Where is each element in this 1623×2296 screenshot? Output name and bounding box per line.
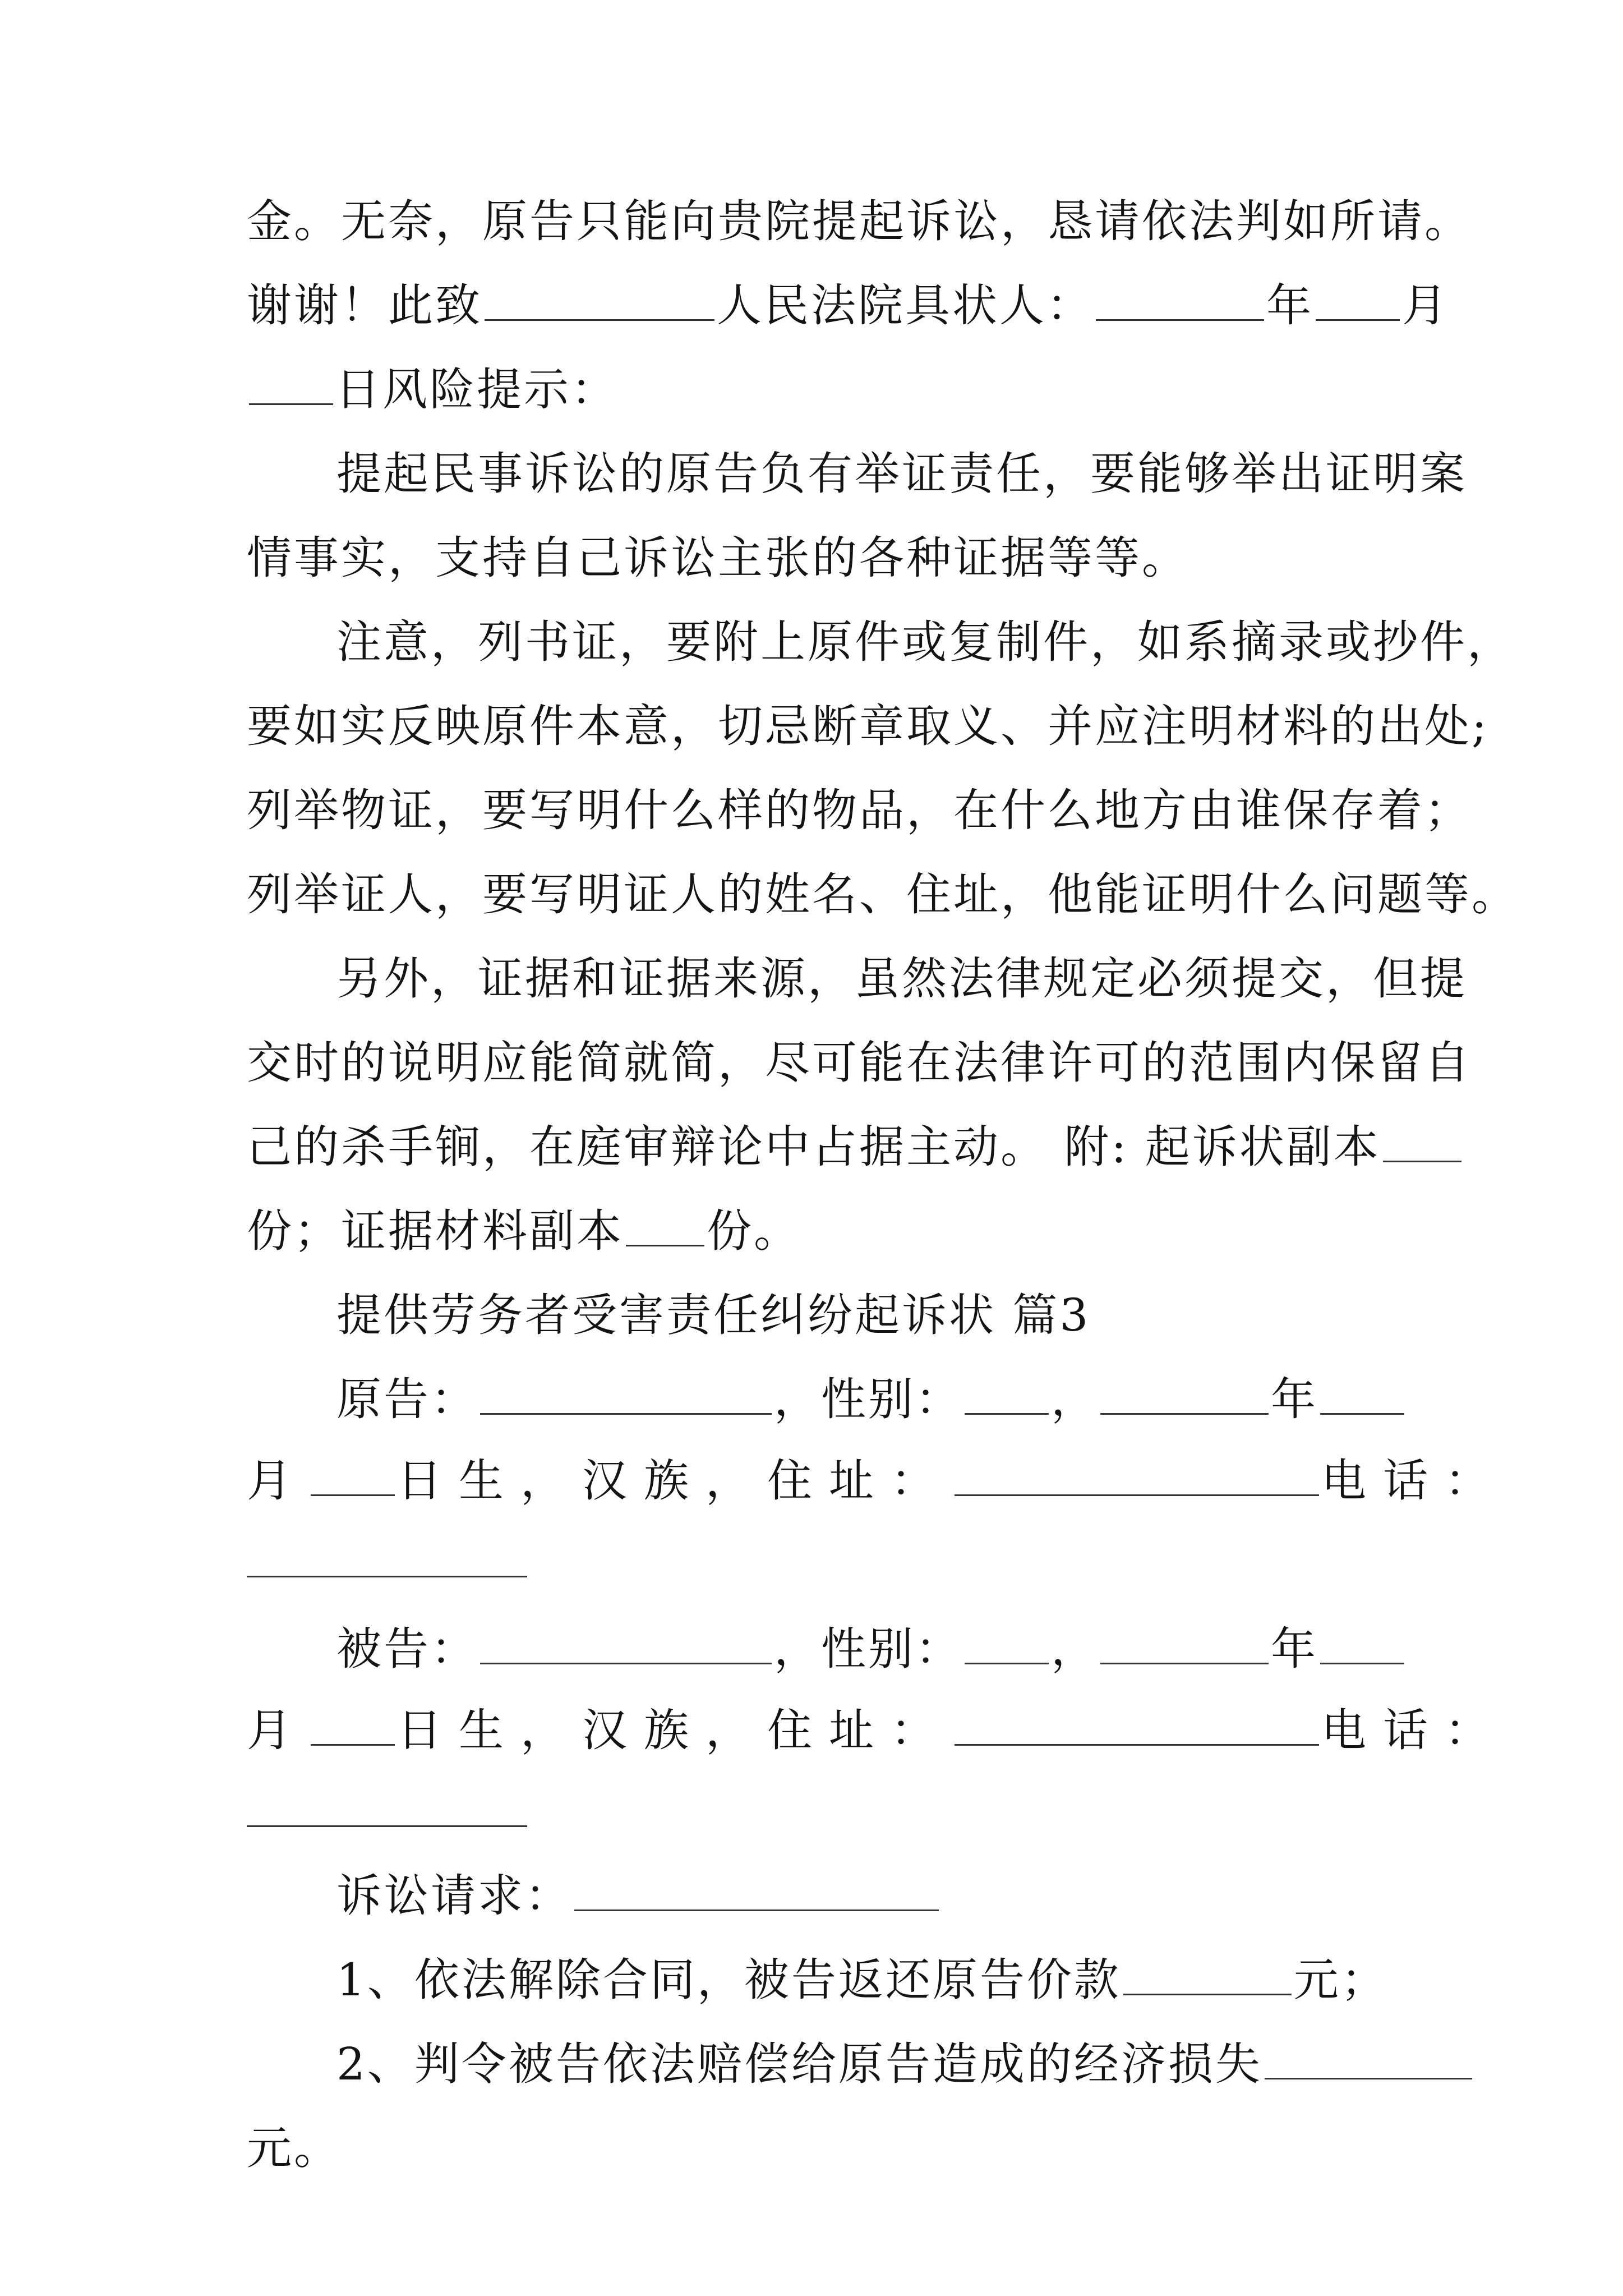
text: 日生，汉族，住址： bbox=[397, 1704, 952, 1756]
blank-plaintiff-month bbox=[1320, 1373, 1404, 1415]
text: 要如实反映原件本意，切忌断章取义、并应注明材料的出处; bbox=[247, 700, 1489, 752]
text-line bbox=[336, 446, 1467, 502]
blank-court bbox=[485, 279, 714, 321]
text-line bbox=[247, 278, 1449, 334]
blank-plaintiff-year bbox=[1100, 1373, 1269, 1415]
blank-year bbox=[1096, 279, 1264, 321]
text-line bbox=[336, 951, 1467, 1007]
blank-plaintiff-name bbox=[480, 1373, 772, 1415]
text: 份；证据材料副本 bbox=[247, 1205, 624, 1257]
text: 原告： bbox=[336, 1373, 478, 1425]
blank-plaintiff-phone bbox=[247, 1535, 527, 1577]
text: 年 bbox=[1266, 279, 1313, 332]
blank-plaintiff-gender bbox=[965, 1373, 1049, 1415]
text-line bbox=[247, 194, 1472, 250]
text: 电话： bbox=[1321, 1704, 1506, 1756]
text: 金。无奈，原告只能向贵院提起诉讼，恳请依法判如所请。 bbox=[247, 195, 1472, 247]
text: 注意，列书证，要附上原件或复制件，如系摘录或抄件， bbox=[336, 616, 1514, 668]
text: 交时的说明应能简就简，尽可能在法律许可的范围内保留自 bbox=[247, 1037, 1472, 1089]
text: 另外，证据和证据来源，虽然法律规定必须提交，但提 bbox=[336, 953, 1467, 1005]
blank-plaintiff-day bbox=[311, 1454, 395, 1496]
text: 己的杀手锏，在庭审辩论中占据主动。 附: 起诉状副本 bbox=[247, 1121, 1381, 1173]
blank-defendant-phone bbox=[247, 1785, 527, 1827]
text: 提起民事诉讼的原告负有举证责任，要能够举出证明案 bbox=[336, 448, 1467, 500]
text: 列举物证，要写明什么样的物品，在什么地方由谁保存着； bbox=[247, 784, 1472, 836]
text: 元。 bbox=[247, 2122, 341, 2174]
text-line bbox=[336, 614, 1514, 670]
heading-text: 提供劳务者受害责任纠纷起诉状 篇3 bbox=[336, 1289, 1091, 1341]
text: 年 bbox=[1271, 1373, 1318, 1425]
text: 年 bbox=[1271, 1623, 1318, 1675]
text: 月 bbox=[1402, 279, 1449, 332]
defendant-line bbox=[247, 1703, 1506, 1759]
text: 日风险提示： bbox=[335, 364, 618, 416]
text-line bbox=[247, 698, 1489, 754]
blank-defendant-gender bbox=[965, 1622, 1049, 1664]
text: 月 bbox=[247, 1704, 308, 1756]
blank-defendant-month bbox=[1320, 1622, 1404, 1664]
blank-price bbox=[1123, 1953, 1292, 1995]
text-line bbox=[247, 362, 618, 418]
text: ， bbox=[1051, 1623, 1098, 1675]
blank-defendant-address bbox=[955, 1704, 1319, 1746]
blank-evidence-copies bbox=[626, 1204, 704, 1246]
text: 列举证人，要写明证人的姓名、住址，他能证明什么问题等。 bbox=[247, 868, 1519, 921]
plaintiff-phone-line bbox=[247, 1534, 527, 1590]
text: ，性别： bbox=[774, 1373, 962, 1425]
blank-day bbox=[249, 363, 333, 405]
blank-plaintiff-address bbox=[955, 1454, 1319, 1496]
text-line bbox=[247, 1203, 801, 1259]
text: 诉讼请求： bbox=[336, 1870, 572, 1922]
blank-copies bbox=[1383, 1120, 1461, 1162]
blank-defendant-name bbox=[480, 1622, 772, 1664]
text-line bbox=[247, 2120, 341, 2177]
blank-month bbox=[1316, 279, 1400, 321]
text-line bbox=[247, 783, 1472, 839]
defendant-phone-line bbox=[247, 1784, 527, 1840]
claim-line bbox=[336, 1868, 941, 1924]
text: 人民法院具状人： bbox=[717, 279, 1094, 332]
text-line bbox=[247, 530, 1189, 586]
text: 份。 bbox=[707, 1205, 801, 1257]
claim-item bbox=[336, 2036, 1474, 2092]
text: 日生，汉族，住址： bbox=[397, 1455, 952, 1507]
blank-loss bbox=[1265, 2037, 1472, 2079]
text-line bbox=[247, 1119, 1464, 1175]
text: ，性别： bbox=[774, 1623, 962, 1675]
text: ， bbox=[1051, 1373, 1098, 1425]
defendant-line bbox=[336, 1621, 1407, 1677]
blank-claim bbox=[574, 1869, 939, 1911]
text-line bbox=[247, 867, 1519, 923]
text-line bbox=[247, 1035, 1472, 1091]
text: 1、依法解除合同，被告返还原告价款 bbox=[336, 1954, 1121, 2006]
section-heading bbox=[336, 1287, 1090, 1343]
plaintiff-line bbox=[336, 1372, 1407, 1428]
text: 2、判令被告依法赔偿给原告造成的经济损失 bbox=[336, 2038, 1262, 2090]
text: 元； bbox=[1293, 1954, 1388, 2006]
text: 情事实，支持自己诉讼主张的各种证据等等。 bbox=[247, 532, 1189, 584]
text: 月 bbox=[247, 1455, 308, 1507]
text: 谢谢！此致 bbox=[247, 279, 482, 332]
text: 电话： bbox=[1321, 1455, 1506, 1507]
blank-defendant-day bbox=[311, 1704, 395, 1746]
plaintiff-line bbox=[247, 1453, 1506, 1509]
claim-item bbox=[336, 1952, 1388, 2008]
blank-defendant-year bbox=[1100, 1622, 1269, 1664]
text: 被告： bbox=[336, 1623, 478, 1675]
